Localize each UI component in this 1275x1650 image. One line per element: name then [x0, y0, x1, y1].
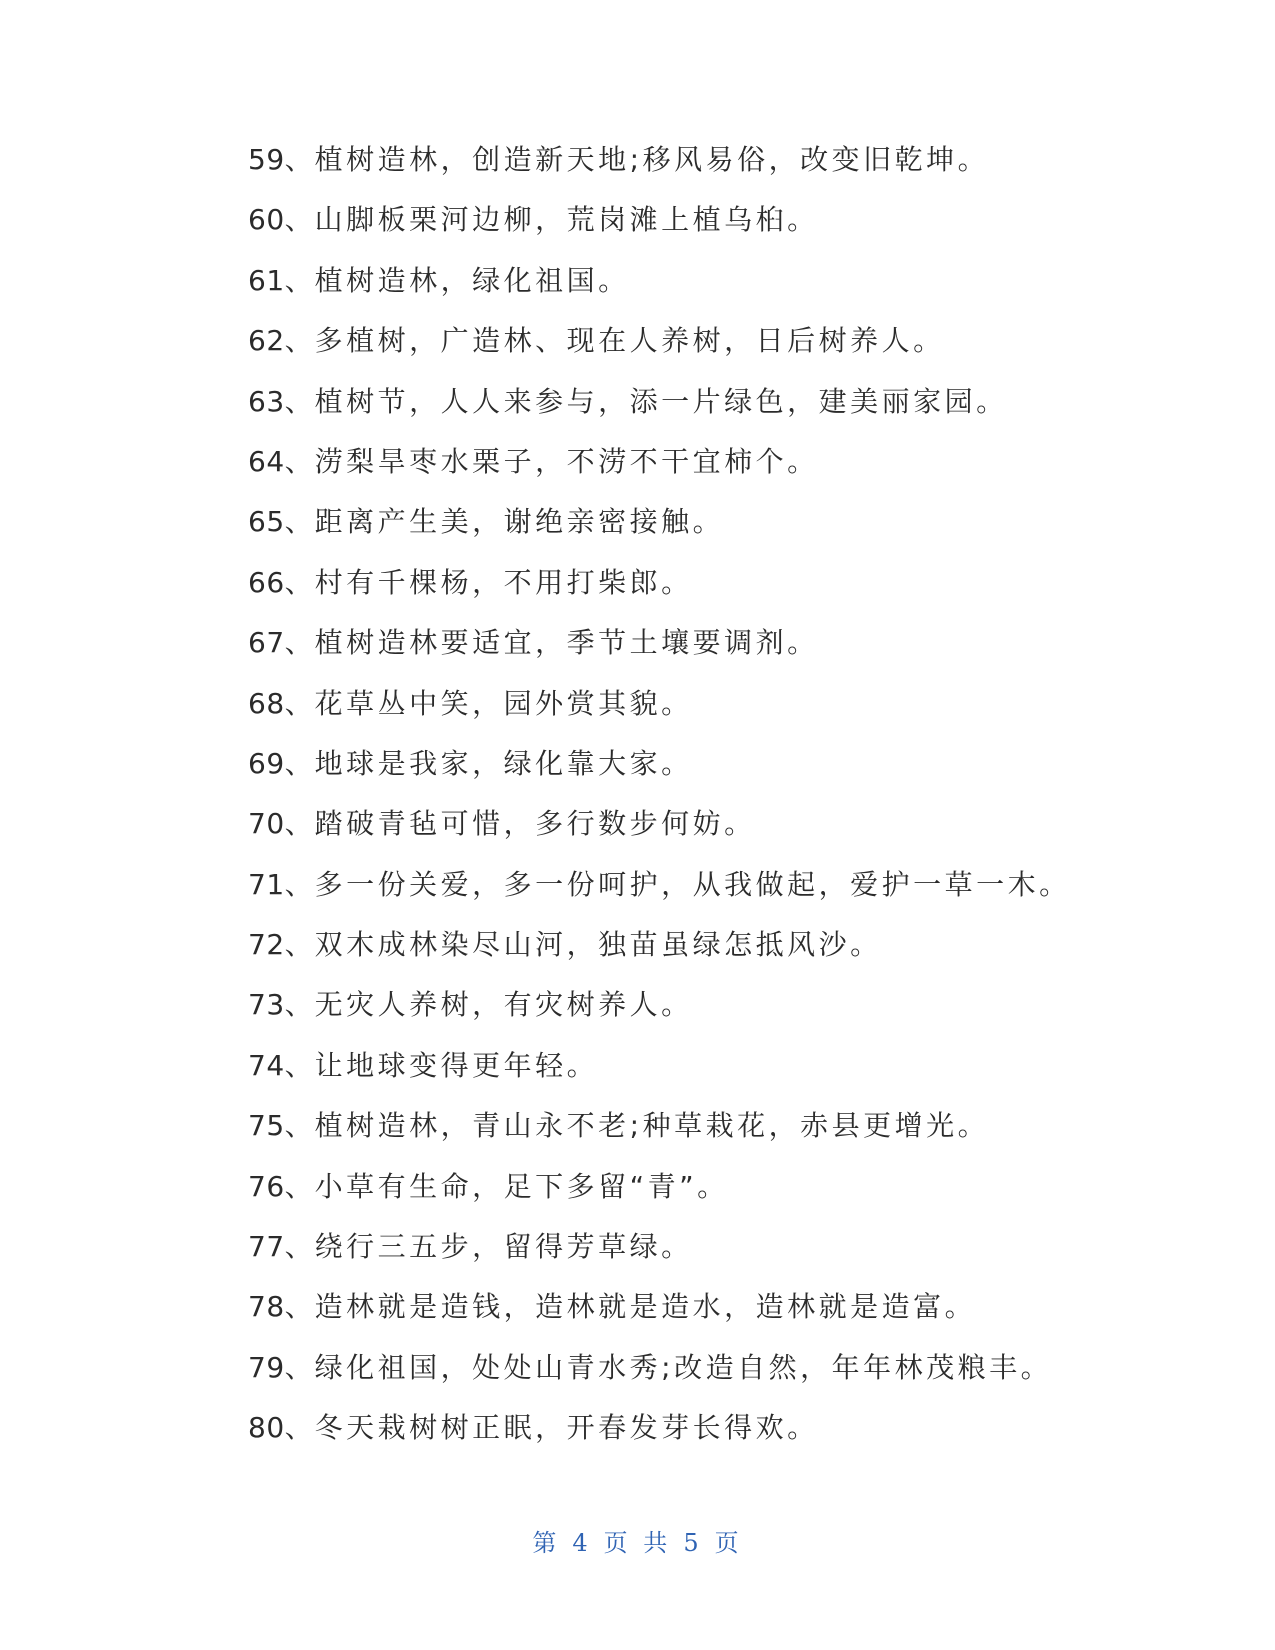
entry-text: 植树造林，青山永不老;种草栽花，赤县更增光。 [314, 1109, 990, 1143]
entry-text: 植树造林要适宜，季节土壤要调剂。 [314, 626, 819, 660]
footer-current-page: 4 [572, 1529, 592, 1557]
entry-number: 71 [248, 867, 285, 901]
list-item [248, 1350, 1148, 1410]
entry-number: 77 [248, 1230, 285, 1264]
entry-separator: 、 [284, 263, 313, 297]
list-item [248, 1048, 1148, 1108]
entry-text: 涝梨旱枣水栗子，不涝不干宜柿个。 [314, 444, 819, 478]
entry-separator: 、 [284, 324, 313, 358]
entry-text: 植树节，人人来参与，添一片绿色，建美丽家园。 [314, 384, 1008, 418]
list-item [248, 746, 1148, 806]
entry-number: 69 [248, 746, 285, 780]
entry-separator: 、 [284, 867, 313, 901]
entry-number: 78 [248, 1290, 285, 1324]
list-item [248, 565, 1148, 625]
entry-separator: 、 [284, 203, 313, 237]
entry-separator: 、 [284, 505, 313, 539]
footer-suffix: 页 [714, 1529, 743, 1557]
entry-number: 79 [248, 1350, 285, 1384]
entry-separator: 、 [284, 1169, 313, 1203]
entry-text: 小草有生命，足下多留“青”。 [314, 1169, 729, 1203]
list-item [248, 384, 1148, 444]
entry-number: 73 [248, 988, 285, 1022]
list-item [248, 1410, 1148, 1470]
entry-text: 地球是我家，绿化靠大家。 [314, 746, 693, 780]
entry-text: 植树造林，创造新天地;移风易俗，改变旧乾坤。 [314, 143, 990, 176]
entry-number: 70 [248, 807, 285, 841]
list-item [248, 867, 1148, 927]
entry-text: 无灾人养树，有灾树养人。 [314, 988, 693, 1022]
list-item [248, 927, 1148, 987]
entry-number: 65 [248, 505, 285, 539]
entry-separator: 、 [284, 928, 313, 962]
entry-text: 冬天栽树树正眠，开春发芽长得欢。 [314, 1411, 819, 1445]
entry-separator: 、 [284, 988, 313, 1022]
entry-text: 让地球变得更年轻。 [314, 1048, 599, 1082]
entry-number: 64 [248, 444, 285, 478]
entry-separator: 、 [284, 686, 313, 720]
entry-text: 多植树，广造林、现在人养树，日后树养人。 [314, 324, 945, 358]
list-item [248, 1289, 1148, 1349]
entry-text: 绕行三五步，留得芳草绿。 [314, 1230, 693, 1264]
entry-separator: 、 [284, 746, 313, 780]
entry-text: 踏破青毡可惜，多行数步何妨。 [314, 807, 756, 841]
entry-text: 山脚板栗河边柳，荒岗滩上植乌桕。 [314, 203, 819, 237]
list-item [248, 444, 1148, 504]
entry-separator: 、 [284, 565, 313, 599]
footer-total-pages: 5 [683, 1529, 703, 1557]
entry-number: 63 [248, 384, 285, 418]
entry-number: 62 [248, 324, 285, 358]
entry-text: 村有千棵杨，不用打柴郎。 [314, 565, 693, 599]
entry-text: 植树造林，绿化祖国。 [314, 263, 630, 297]
entry-text: 绿化祖国，处处山青水秀;改造自然，年年林茂粮丰。 [314, 1350, 1053, 1384]
entry-number: 59 [248, 143, 285, 176]
list-item [248, 504, 1148, 564]
entry-separator: 、 [284, 444, 313, 478]
entry-separator: 、 [284, 1230, 313, 1264]
list-item [248, 1169, 1148, 1229]
entry-number: 75 [248, 1109, 285, 1143]
list-item [248, 806, 1148, 866]
entry-text: 距离产生美，谢绝亲密接触。 [314, 505, 725, 539]
list-item [248, 1229, 1148, 1289]
footer-prefix: 第 [532, 1529, 561, 1557]
entry-number: 76 [248, 1169, 285, 1203]
list-item [248, 1108, 1148, 1168]
list-item [248, 263, 1148, 323]
entry-number: 74 [248, 1048, 285, 1082]
entry-separator: 、 [284, 143, 313, 176]
entry-number: 67 [248, 626, 285, 660]
list-item [248, 323, 1148, 383]
list-item [248, 987, 1148, 1047]
entry-separator: 、 [284, 626, 313, 660]
entry-number: 60 [248, 203, 285, 237]
entry-text: 花草丛中笑，园外赏其貌。 [314, 686, 693, 720]
entry-separator: 、 [284, 1350, 313, 1384]
entry-separator: 、 [284, 384, 313, 418]
list-item [248, 202, 1148, 262]
entry-separator: 、 [284, 807, 313, 841]
entry-text: 多一份关爱，多一份呵护，从我做起，爱护一草一木。 [314, 867, 1071, 901]
entry-number: 72 [248, 928, 285, 962]
entry-separator: 、 [284, 1290, 313, 1324]
entry-number: 68 [248, 686, 285, 720]
list-item [248, 686, 1148, 746]
entry-number: 66 [248, 565, 285, 599]
footer-middle: 页 共 [603, 1529, 672, 1557]
slogan-list [248, 142, 1148, 1471]
entry-number: 80 [248, 1411, 285, 1445]
entry-number: 61 [248, 263, 285, 297]
entry-text: 双木成林染尽山河，独苗虽绿怎抵风沙。 [314, 928, 882, 962]
entry-separator: 、 [284, 1048, 313, 1082]
entry-text: 造林就是造钱，造林就是造水，造林就是造富。 [314, 1290, 977, 1324]
entry-separator: 、 [284, 1109, 313, 1143]
entry-separator: 、 [284, 1411, 313, 1445]
list-item [248, 142, 1148, 202]
page-footer [0, 1528, 1275, 1558]
list-item [248, 625, 1148, 685]
